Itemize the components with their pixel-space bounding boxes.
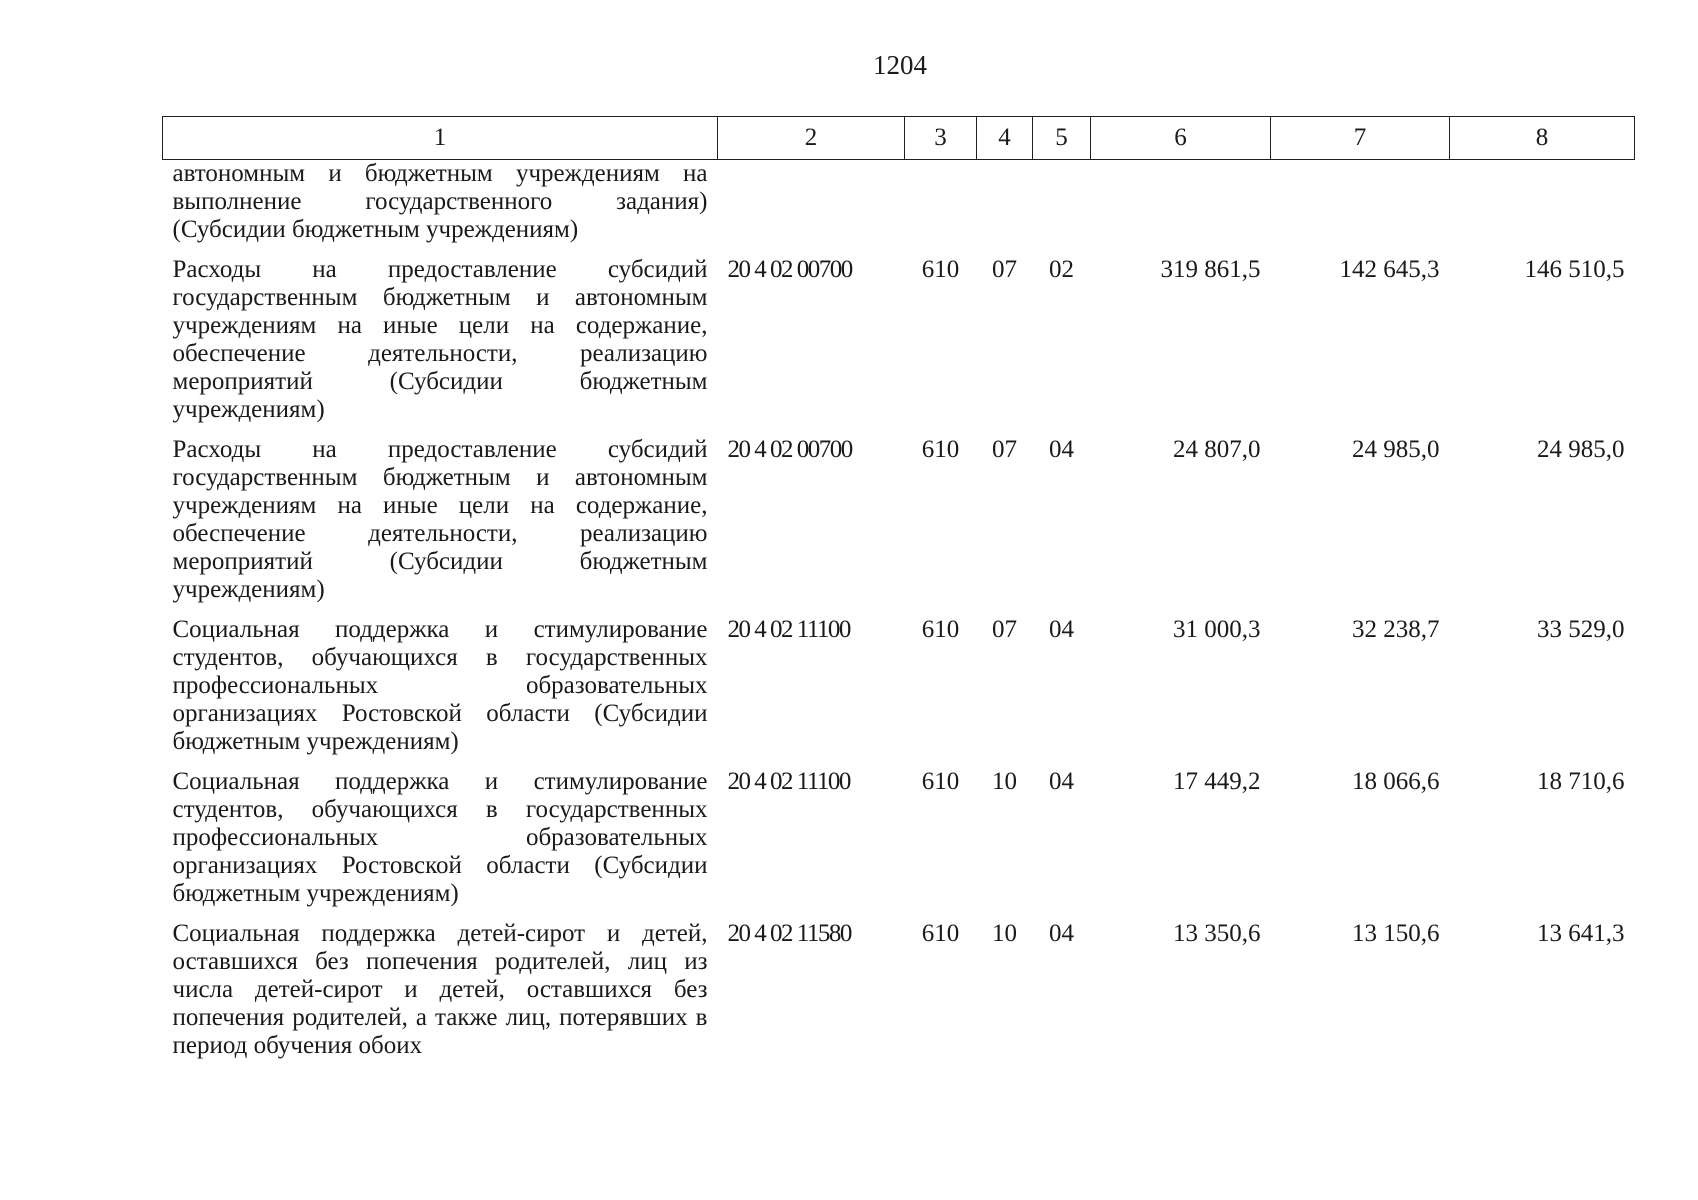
row-description: Социальная поддержка детей-сирот и детей, оставшихся без попечения родителей, лиц из числа детей-сирот и детей, оставшихся без попечения родителей, а также лиц, потерявших в период обучения обоих (172, 920, 708, 1059)
row-value-6: 13 350,6 (1173, 920, 1261, 947)
row-value-8: 18 710,6 (1537, 768, 1625, 795)
row-value-7: 142 645,3 (1339, 256, 1440, 283)
row-code: 20 4 02 11100 (727, 768, 850, 795)
row-col5: 04 (1049, 768, 1074, 795)
column-header: 6 (1091, 117, 1271, 160)
row-value-6 (1091, 160, 1271, 257)
row-col3 (905, 160, 977, 257)
page-number: 1204 (873, 50, 927, 80)
row-code: 20 4 02 00700 (727, 256, 852, 283)
row-description: Социальная поддержка и стимулирование студентов, обучающихся в государственных профессиональных образовательных организациях Ростовской области (Субсидии бюджетным учреждениям) (172, 616, 708, 755)
row-value-7: 24 985,0 (1352, 436, 1440, 463)
column-header: 5 (1033, 117, 1091, 160)
column-header: 3 (905, 117, 977, 160)
row-code: 20 4 02 11580 (727, 920, 851, 947)
table-row (163, 436, 1635, 616)
budget-table (162, 116, 1635, 1072)
table-row (163, 768, 1635, 920)
row-value-7: 13 150,6 (1352, 920, 1440, 947)
row-col5: 04 (1049, 616, 1074, 643)
row-value-7 (1271, 160, 1450, 257)
column-header: 4 (977, 117, 1033, 160)
column-header: 7 (1271, 117, 1450, 160)
row-value-6: 24 807,0 (1173, 436, 1261, 463)
row-description: Расходы на предоставление субсидий государственным бюджетным и автономным учреждениям на иные цели на содержание, обеспечение деятельности, реализацию мероприятий (Субсидии бюджетным учреждениям) (172, 256, 708, 423)
column-header: 8 (1450, 117, 1635, 160)
row-description: Социальная поддержка и стимулирование студентов, обучающихся в государственных профессиональных образовательных организациях Ростовской области (Субсидии бюджетным учреждениям) (172, 768, 708, 907)
row-col5: 04 (1049, 436, 1074, 463)
row-col3: 610 (921, 768, 960, 795)
table-row (163, 160, 1635, 257)
row-description: автономным и бюджетным учреждениям на выполнение государственного задания) (Субсидии бюджетным учреждениям) (172, 160, 708, 243)
row-col5: 02 (1049, 256, 1074, 283)
row-value-7: 18 066,6 (1352, 768, 1440, 795)
row-col4 (977, 160, 1033, 257)
row-col3: 610 (921, 616, 960, 643)
row-col5: 04 (1049, 920, 1074, 947)
row-value-8: 13 641,3 (1537, 920, 1625, 947)
row-col4: 10 (992, 768, 1017, 795)
row-code: 20 4 02 11100 (727, 616, 850, 643)
row-value-6: 17 449,2 (1173, 768, 1261, 795)
row-value-8: 146 510,5 (1524, 256, 1625, 283)
row-col3: 610 (921, 920, 960, 947)
row-value-6: 31 000,3 (1173, 616, 1261, 643)
row-value-7: 32 238,7 (1352, 616, 1440, 643)
row-col4: 10 (992, 920, 1017, 947)
row-col4: 07 (992, 616, 1017, 643)
column-header: 1 (163, 117, 718, 160)
row-description: Расходы на предоставление субсидий государственным бюджетным и автономным учреждениям на иные цели на содержание, обеспечение деятельности, реализацию мероприятий (Субсидии бюджетным учреждениям) (172, 436, 708, 603)
row-col3: 610 (921, 256, 960, 283)
row-code (718, 160, 905, 257)
row-col4: 07 (992, 436, 1017, 463)
row-value-8 (1450, 160, 1635, 257)
row-value-8: 33 529,0 (1537, 616, 1625, 643)
row-value-8: 24 985,0 (1537, 436, 1625, 463)
table-row (163, 256, 1635, 436)
row-value-6: 319 861,5 (1160, 256, 1261, 283)
row-col3: 610 (921, 436, 960, 463)
row-col4: 07 (992, 256, 1017, 283)
header-row (163, 117, 1635, 160)
column-header: 2 (718, 117, 905, 160)
table-row (163, 920, 1635, 1072)
row-code: 20 4 02 00700 (727, 436, 852, 463)
row-col5 (1033, 160, 1091, 257)
table-row (163, 616, 1635, 768)
